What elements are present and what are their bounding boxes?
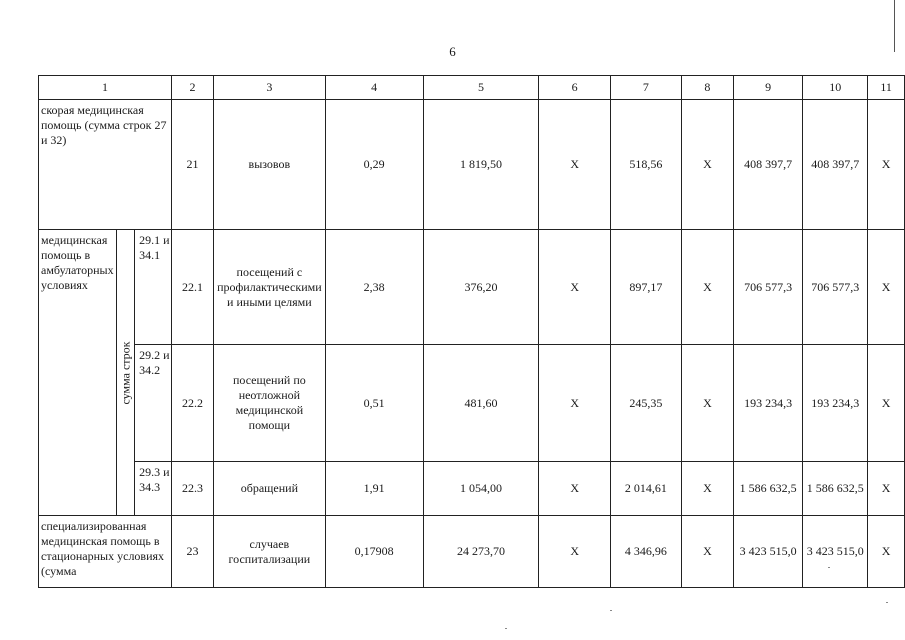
row-label: медицинская помощь в амбулаторных условиях xyxy=(39,230,117,516)
source-code: 29.3 и 34.3 xyxy=(135,462,172,516)
x-cell: X xyxy=(868,230,905,345)
vertical-sum-label: сумма строк xyxy=(116,230,134,516)
scan-edge-line xyxy=(894,0,895,52)
value-cell: 1 054,00 xyxy=(423,462,539,516)
value-cell: 1,91 xyxy=(325,462,423,516)
value-cell: 193 234,3 xyxy=(803,345,868,462)
table-row xyxy=(39,345,905,462)
x-cell: X xyxy=(681,345,733,462)
value-cell: 24 273,70 xyxy=(423,516,539,588)
x-cell: X xyxy=(681,100,733,230)
row-number: 22.2 xyxy=(171,345,213,462)
row-label: скорая медицинская помощь (сумма строк 27 и 32) xyxy=(39,100,172,230)
row-number: 22.3 xyxy=(171,462,213,516)
x-cell: X xyxy=(539,462,611,516)
header-row xyxy=(39,76,905,100)
x-cell: X xyxy=(681,462,733,516)
value-cell: 2,38 xyxy=(325,230,423,345)
header-col-6: 6 xyxy=(539,76,611,100)
value-cell: 1 586 632,5 xyxy=(803,462,868,516)
value-cell: 408 397,7 xyxy=(733,100,802,230)
unit-cell: обращений xyxy=(214,462,326,516)
value-cell: 518,56 xyxy=(610,100,681,230)
unit-cell: вызовов xyxy=(214,100,326,230)
row-number: 22.1 xyxy=(171,230,213,345)
x-cell: X xyxy=(868,462,905,516)
table-row xyxy=(39,516,905,588)
x-cell: X xyxy=(868,345,905,462)
header-col-1: 1 xyxy=(39,76,172,100)
row-label: специализированная медицинская помощь в стационарных условиях (сумма xyxy=(39,516,172,588)
header-col-8: 8 xyxy=(681,76,733,100)
x-cell: X xyxy=(681,516,733,588)
x-cell: X xyxy=(868,100,905,230)
x-cell: X xyxy=(539,100,611,230)
x-cell: X xyxy=(539,345,611,462)
value-cell: 0,29 xyxy=(325,100,423,230)
row-number: 21 xyxy=(171,100,213,230)
table-row xyxy=(39,230,905,345)
header-col-7: 7 xyxy=(610,76,681,100)
header-col-9: 9 xyxy=(733,76,802,100)
value-cell: 408 397,7 xyxy=(803,100,868,230)
value-cell: 1 586 632,5 xyxy=(733,462,802,516)
value-cell: 376,20 xyxy=(423,230,539,345)
x-cell: X xyxy=(539,516,611,588)
value-cell: 0,51 xyxy=(325,345,423,462)
value-cell: 897,17 xyxy=(610,230,681,345)
value-cell: 0,17908 xyxy=(325,516,423,588)
value-cell: 3 423 515,0 xyxy=(803,516,868,588)
x-cell: X xyxy=(681,230,733,345)
source-code: 29.2 и 34.2 xyxy=(135,345,172,462)
x-cell: X xyxy=(868,516,905,588)
value-cell: 481,60 xyxy=(423,345,539,462)
unit-cell: случаев госпитализации xyxy=(214,516,326,588)
header-col-11: 11 xyxy=(868,76,905,100)
tariff-table xyxy=(38,75,905,588)
value-cell: 3 423 515,0 xyxy=(733,516,802,588)
unit-cell: посещений с профилактическими и иными целями xyxy=(214,230,326,345)
x-cell: X xyxy=(539,230,611,345)
value-cell: 706 577,3 xyxy=(733,230,802,345)
header-col-5: 5 xyxy=(423,76,539,100)
value-cell: 245,35 xyxy=(610,345,681,462)
unit-cell: посещений по неотложной медицинской помощи xyxy=(214,345,326,462)
source-code: 29.1 и 34.1 xyxy=(135,230,172,345)
value-cell: 4 346,96 xyxy=(610,516,681,588)
header-col-2: 2 xyxy=(171,76,213,100)
table-row xyxy=(39,100,905,230)
value-cell: 2 014,61 xyxy=(610,462,681,516)
table-row xyxy=(39,462,905,516)
header-col-10: 10 xyxy=(803,76,868,100)
page-number: 6 xyxy=(449,44,456,59)
header-col-4: 4 xyxy=(325,76,423,100)
value-cell: 706 577,3 xyxy=(803,230,868,345)
value-cell: 193 234,3 xyxy=(733,345,802,462)
row-number: 23 xyxy=(171,516,213,588)
value-cell: 1 819,50 xyxy=(423,100,539,230)
header-col-3: 3 xyxy=(214,76,326,100)
